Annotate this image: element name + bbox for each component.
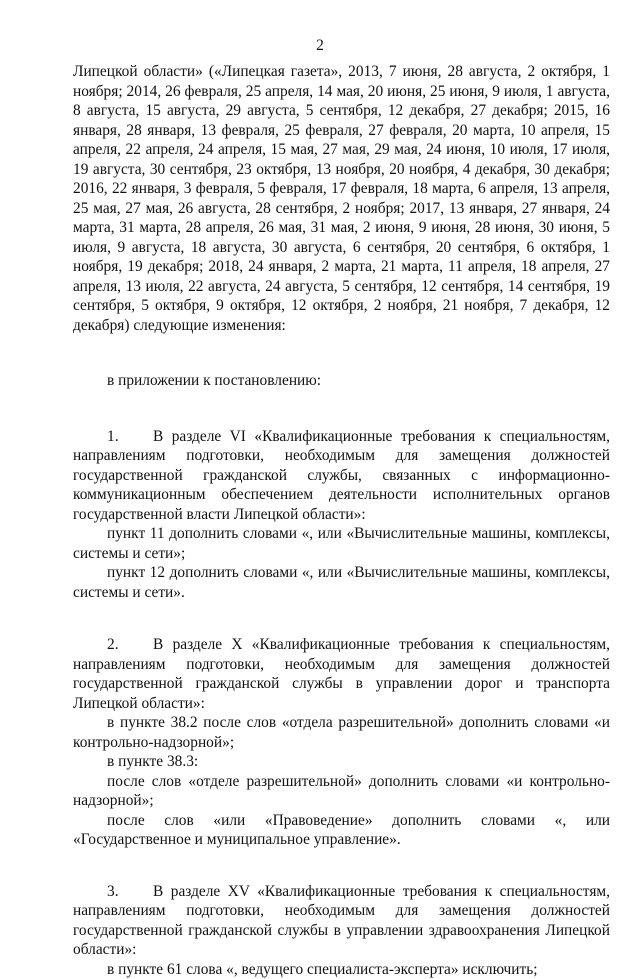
section-line: после слов «или «Правоведение» дополнить словами «, или «Государственное и муниципальное управление». xyxy=(73,811,610,850)
section-2 xyxy=(73,635,610,850)
section-1 xyxy=(73,427,610,603)
section-number: 1. xyxy=(107,427,153,447)
appendix-line: в приложении к постановлению: xyxy=(73,371,610,391)
spacer xyxy=(73,602,610,635)
section-number: 2. xyxy=(107,635,153,655)
section-line: пункт 11 дополнить словами «, или «Вычислительные машины, комплексы, системы и сети»; xyxy=(73,524,610,563)
section-number: 3. xyxy=(107,882,153,902)
section-line: в пункте 38.2 после слов «отдела разрешительной» дополнить словами «и контрольно-надзорной»; xyxy=(73,713,610,752)
section-line: в пункте 61 слова «, ведущего специалиста-эксперта» исключить; xyxy=(73,960,610,979)
section-line: пункт 12 дополнить словами «, или «Вычислительные машины, комплексы, системы и сети». xyxy=(73,563,610,602)
section-heading-text: В разделе XV «Квалификационные требования к специальностям, направлениям подготовки, необходимым для замещения должностей государственной гражданской службы в управлении здравоохранения Липецкой области»: xyxy=(73,883,610,959)
page-number: 2 xyxy=(0,36,640,56)
spacer xyxy=(73,850,610,882)
section-3 xyxy=(73,882,610,979)
section-heading xyxy=(73,882,610,960)
section-heading-text: В разделе VI «Квалификационные требования к специальностям, направлениям подготовки, необходимым для замещения должностей государственной гражданской службы, связанных с информационно-коммуникационным обеспечением деятельности исполнительных органов государственной власти Липецкой области»: xyxy=(73,428,610,523)
section-heading xyxy=(73,635,610,713)
document-body xyxy=(73,62,610,979)
section-line: в пункте 38.3: xyxy=(73,752,610,772)
intro-paragraph: Липецкой области» («Липецкая газета», 2013, 7 июня, 28 августа, 2 октября, 1 ноября; 2014, 26 февраля, 25 апреля, 14 мая, 20 июня, 25 июня, 9 июля, 1 августа, 8 августа, 15 августа, 29 августа, 5 сентября, 12 декабря, 27 декабря; 2015, 16 января, 28 января, 13 февраля, 25 февраля, 27 февраля, 20 марта, 10 апреля, 15 апреля, 22 апреля, 24 апреля, 15 мая, 27 мая, 29 мая, 24 июня, 10 июля, 17 июля, 19 августа, 30 сентября, 23 октября, 13 ноября, 20 ноября, 4 декабря, 30 декабря; 2016, 22 января, 3 февраля, 5 февраля, 17 февраля, 18 марта, 6 апреля, 13 апреля, 25 мая, 27 мая, 26 августа, 28 сентября, 2 ноября; 2017, 13 января, 27 января, 24 марта, 31 марта, 28 апреля, 26 мая, 31 мая, 2 июня, 9 июня, 28 июня, 30 июня, 5 июля, 9 августа, 18 августа, 30 августа, 6 сентября, 20 сентября, 6 октября, 1 ноября, 19 декабря; 2018, 24 января, 2 марта, 21 марта, 11 апреля, 18 апреля, 27 апреля, 13 июля, 22 августа, 24 августа, 5 сентября, 12 сентября, 14 сентября, 19 сентября, 5 октября, 9 октября, 12 октября, 2 ноября, 21 ноября, 7 декабря, 12 декабря) следующие изменения: xyxy=(73,62,610,335)
section-heading xyxy=(73,427,610,525)
section-line: после слов «отделе разрешительной» дополнить словами «и контрольно-надзорной»; xyxy=(73,772,610,811)
spacer xyxy=(73,391,610,427)
spacer xyxy=(73,335,610,371)
section-heading-text: В разделе X «Квалификационные требования к специальностям, направлениям подготовки, необходимым для замещения должностей государственной гражданской службы в управлении дорог и транспорта Липецкой области»: xyxy=(73,636,610,712)
